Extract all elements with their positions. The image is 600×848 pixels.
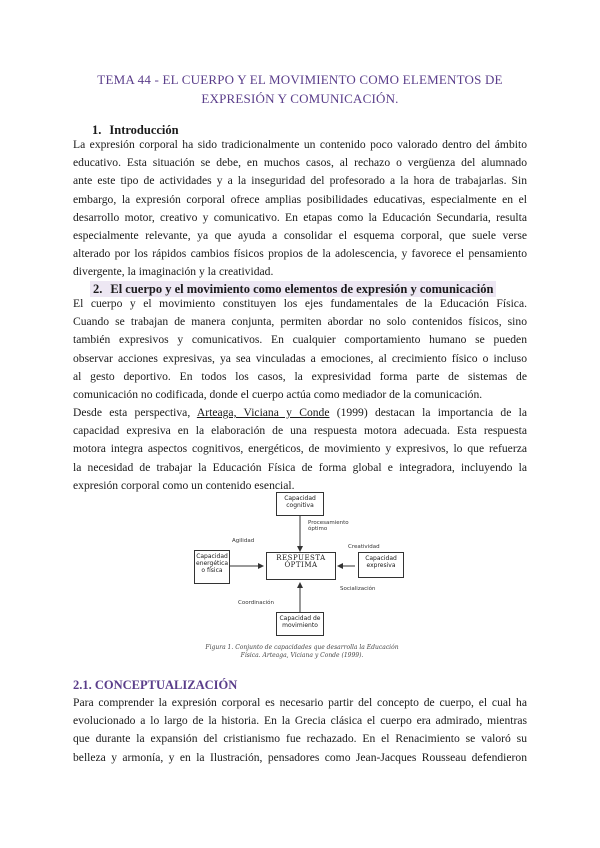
text-line: alterado por los rápidos cambios físicos propios de la adolescencia, y favorece el pensamiento: [73, 247, 527, 261]
text-line: también expresivos y comunicativos. En cualquier comportamiento humano se pueden: [73, 333, 527, 347]
section-2-paragraph-1: [73, 295, 527, 404]
label-socialization: Socialización: [340, 586, 376, 592]
box-movement: Capacidad de movimiento: [276, 612, 324, 636]
label-creativity: Creatividad: [348, 544, 380, 550]
box-optimal-response: RESPUESTA ÓPTIMA: [266, 552, 336, 580]
text-line: que durante la expansión del cristianismo fue rechazado. En el Renacimiento se valoró su: [73, 732, 527, 746]
text-line: belleza y armonía, y en la Ilustración, pensadores como Jean-Jacques Rousseau defendieron: [73, 750, 527, 764]
text-line: motora integra aspectos cognitivos, energéticos, de movimiento y expresivos, lo que refuerza: [73, 442, 527, 456]
text-fragment: Desde esta perspectiva,: [73, 406, 197, 419]
text-line: comunicación no codificada, donde el cuerpo actúa como mediador de la comunicación.: [73, 388, 483, 402]
section-1-paragraph: [73, 136, 527, 282]
document-title: [80, 70, 520, 108]
text-line: El cuerpo y el movimiento constituyen los ejes fundamentales de la Educación Física.: [73, 297, 527, 310]
text-line: evolucionado a lo largo de la historia. En la Grecia clásica el cuerpo era admirado, mientras: [73, 714, 527, 728]
section-1-title: Introducción: [109, 123, 179, 137]
title-line-2: EXPRESIÓN Y COMUNICACIÓN.: [201, 91, 399, 106]
section-1-number: 1.: [92, 123, 102, 137]
text-line: especialmente relevante, ya que ayuda a consolidar el esquema corporal, que suele verse: [73, 229, 527, 243]
text-line: divergente, la imaginación y la creatividad.: [73, 265, 274, 279]
text-line: La expresión corporal ha sido tradicionalmente un contenido poco valorado dentro del ámbito: [73, 138, 527, 151]
text-line: observar acciones expresivas, ya sea vinculadas a emociones, al crecimiento físico o incluso: [73, 351, 527, 365]
text-line: ante este tipo de actividades y a la inseguridad del profesorado a la hora de trabajarlas. Sin: [73, 174, 527, 188]
text-line: desarrollo motor, creativo y comunicativo. En etapas como la Educación Secundaria, resulta: [73, 210, 527, 224]
figure-caption: Figura 1. Conjunto de capacidades que desarrolla la Educación Física. Arteaga, Viciana y Conde (1999).: [205, 644, 399, 659]
capacities-diagram: [190, 488, 410, 674]
text-line: la necesidad de trabajar la Educación Física de forma global e integradora, incluyendo la: [73, 460, 527, 474]
box-expressive: Capacidad expresiva: [358, 552, 404, 578]
citation-link: Arteaga, Viciana y Conde: [196, 406, 330, 419]
box-cognitive: Capacidad cognitiva: [276, 492, 324, 516]
section-2-1-paragraph: [73, 694, 527, 767]
label-processing: Procesamiento óptimo: [308, 520, 349, 532]
text-line: capacidad expresiva en la elaboración de una respuesta motora adecuada. Esta respuesta: [73, 424, 527, 438]
text-line: Cuando se trabajan de manera conjunta, permiten abordar no solo contenidos físicos, sino: [73, 315, 527, 329]
text-line: Para comprender la expresión corporal es necesario partir del concepto de cuerpo, el cual ha: [73, 696, 527, 709]
title-line-1: TEMA 44 - EL CUERPO Y EL MOVIMIENTO COMO ELEMENTOS DE: [97, 72, 503, 87]
label-agility: Agilidad: [232, 538, 255, 544]
section-2-title: El cuerpo y el movimiento como elementos de expresión y comunicación: [110, 282, 494, 296]
section-2-1-heading: 2.1. CONCEPTUALIZACIÓN: [73, 678, 238, 692]
text-fragment: (1999) destacan la importancia de la: [329, 406, 527, 419]
section-2-number: 2.: [93, 282, 103, 296]
section-2-paragraph-2: [73, 404, 527, 495]
text-line: [73, 404, 527, 422]
text-line: al gesto deportivo. En todos los casos, la expresividad forma parte de sistemas de: [73, 369, 527, 383]
text-line: expresión corporal como un contenido esencial.: [73, 478, 295, 492]
label-coordination: Coordinación: [238, 600, 275, 606]
box-energetic: Capacidad energética o física: [194, 550, 230, 584]
text-line: educativo. Esta situación se debe, en muchos casos, al rechazo o vergüenza del alumnado: [73, 156, 527, 170]
text-line: embargo, la expresión corporal ofrece amplias posibilidades educativas, especialmente en el: [73, 192, 527, 206]
